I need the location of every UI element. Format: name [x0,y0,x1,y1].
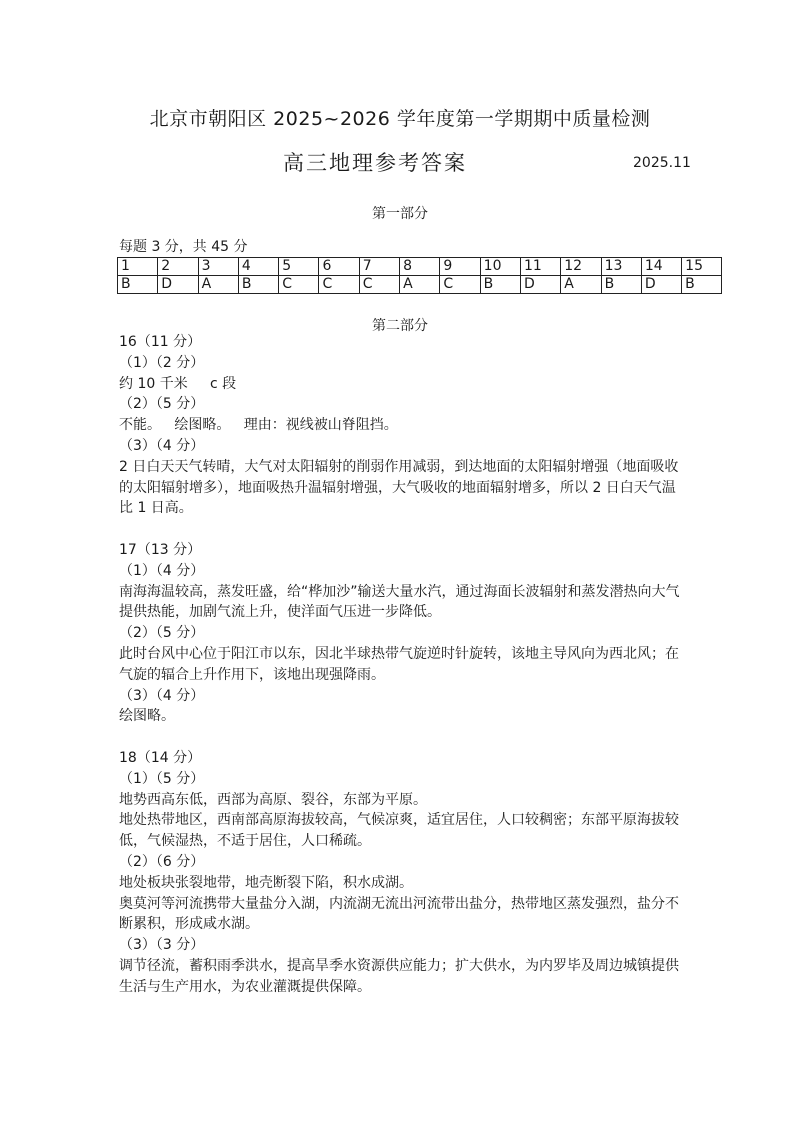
q16-answer1: 约 10 千米 c 段 [119,375,237,392]
question-number-cell: 1 [118,258,158,276]
document-date: 2025.11 [633,155,691,171]
answer-table-answer-row [118,276,722,294]
q16-title: 16（11 分） [119,334,202,350]
question-number-cell: 14 [641,258,681,276]
q17-answer3: 绘图略。 [119,708,175,725]
question-number-cell: 5 [279,258,319,276]
q17-sub1: （1）（4 分） [119,562,205,579]
answer-table [117,257,722,294]
q18-title: 18（14 分） [119,749,202,766]
q16-sub2: （2）（5 分） [119,396,205,413]
part1-heading: 第一部分 [372,206,428,222]
document-subtitle: 高三地理参考答案 [283,151,467,175]
q17-answer1: 南海海温较高，蒸发旺盛，给“桦加沙”输送大量水汽，通过海面长波辐射和蒸发潜热向大气提供热能，加剧气流上升，使洋面气压进一步降低。 [119,583,680,621]
q18-answer1b: 地处热带地区，西南部高原海拔较高，气候凉爽，适宜居住，人口较稠密；东部平原海拔较低，气候湿热，不适于居住，人口稀疏。 [119,812,679,850]
answer-cell: B [118,276,158,294]
question-number-cell: 8 [400,258,440,276]
part2-heading: 第二部分 [372,318,428,334]
score-note: 每题 3 分，共 45 分 [119,239,248,255]
answer-cell: C [319,276,359,294]
q18-answer3: 调节径流，蓄积雨季洪水，提高旱季水资源供应能力；扩大供水，为内罗毕及周边城镇提供生活与生产用水，为农业灌溉提供保障。 [119,957,679,995]
q18-sub1: （1）（5 分） [119,770,205,787]
document-title: 北京市朝阳区 2025~2026 学年度第一学期期中质量检测 [149,108,651,130]
q18-sub2: （2）（6 分） [119,853,205,870]
q17-sub3: （3）（4 分） [119,687,205,704]
answer-cell: C [279,276,319,294]
question-number-cell: 2 [158,258,198,276]
q18-answer2b: 奥莫河等河流携带大量盐分入湖，内流湖无流出河流带出盐分，热带地区蒸发强烈，盐分不断累积，形成咸水湖。 [119,895,679,933]
answer-cell: B [238,276,278,294]
q16-answer2: 不能。 绘图略。 理由：视线被山脊阻挡。 [119,417,398,434]
question-number-cell: 13 [601,258,641,276]
part2-body [119,332,689,998]
answer-cell: C [359,276,399,294]
question-number-cell: 4 [238,258,278,276]
q17-title: 17（13 分） [119,541,202,558]
answer-cell: B [480,276,520,294]
q17-answer2: 此时台风中心位于阳江市以东，因北半球热带气旋逆时针旋转，该地主导风向为西北风；在气旋的辐合上升作用下，该地出现强降雨。 [119,645,679,683]
question-number-cell: 9 [440,258,480,276]
q16-sub3: （3）（4 分） [119,437,205,454]
answer-cell: C [440,276,480,294]
q16-answer3: 2 日白天天气转晴，大气对太阳辐射的削弱作用减弱，到达地面的太阳辐射增强（地面吸收的太阳辐射增多），地面吸热升温辐射增强，大气吸收的地面辐射增多，所以 2 日白天气温比 1 日高。 [119,458,679,517]
question-number-cell: 12 [561,258,601,276]
q18-answer1a: 地势西高东低，西部为高原、裂谷，东部为平原。 [119,791,427,808]
answer-cell: A [198,276,238,294]
answer-cell: B [682,276,722,294]
answer-cell: D [158,276,198,294]
question-number-cell: 3 [198,258,238,276]
q18-sub3: （3）（3 分） [119,937,205,954]
answer-table-number-row [118,258,722,276]
answer-cell: A [561,276,601,294]
question-number-cell: 10 [480,258,520,276]
answer-cell: A [400,276,440,294]
question-number-cell: 6 [319,258,359,276]
q16-sub1: （1）（2 分） [119,354,205,371]
question-number-cell: 7 [359,258,399,276]
answer-cell: D [641,276,681,294]
answer-cell: D [520,276,560,294]
question-number-cell: 11 [520,258,560,276]
question-number-cell: 15 [682,258,722,276]
q17-sub2: （2）（5 分） [119,625,205,642]
q18-answer2a: 地处板块张裂地带，地壳断裂下陷，积水成湖。 [119,874,413,891]
answer-cell: B [601,276,641,294]
